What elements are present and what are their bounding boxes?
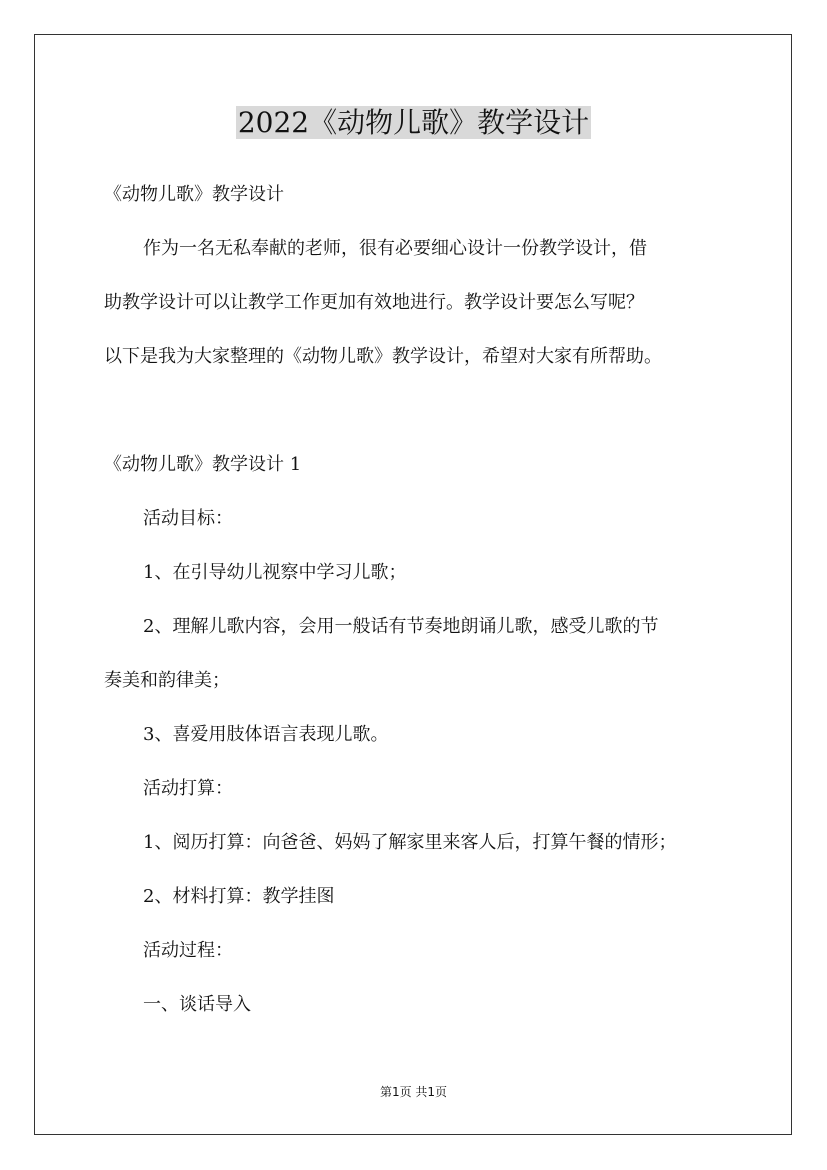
body-line: 活动目标：: [143, 508, 233, 529]
document-title: [0, 104, 827, 142]
intro-line: 以下是我为大家整理的《动物儿歌》教学设计，希望对大家有所帮助。: [104, 346, 662, 367]
intro-line: 作为一名无私奉献的老师，很有必要细心设计一份教学设计，借: [143, 238, 647, 259]
body-line: 活动打算：: [143, 778, 233, 799]
body-line: 奏美和韵律美；: [104, 670, 230, 691]
body-line: 1、在引导幼儿视察中学习儿歌；: [143, 562, 407, 583]
page-footer: 第1页 共1页: [379, 1085, 448, 1099]
body-line: 3、喜爱用肢体语言表现儿歌。: [143, 724, 389, 745]
body-line: 1、阅历打算：向爸爸、妈妈了解家里来客人后，打算午餐的情形；: [143, 832, 677, 853]
body-line: 2、理解儿歌内容，会用一般话有节奏地朗诵儿歌，感受儿歌的节: [143, 616, 659, 637]
body-line: 2、材料打算：教学挂图: [143, 886, 335, 907]
document-subtitle: 《动物儿歌》教学设计: [104, 184, 284, 205]
document-title-text: 2022《动物儿歌》教学设计: [237, 106, 590, 139]
intro-line: 助教学设计可以让教学工作更加有效地进行。教学设计要怎么写呢？: [104, 292, 644, 313]
body-line: 活动过程：: [143, 940, 233, 961]
section-heading: 《动物儿歌》教学设计 1: [104, 454, 302, 475]
body-line: 一、谈话导入: [143, 994, 251, 1015]
